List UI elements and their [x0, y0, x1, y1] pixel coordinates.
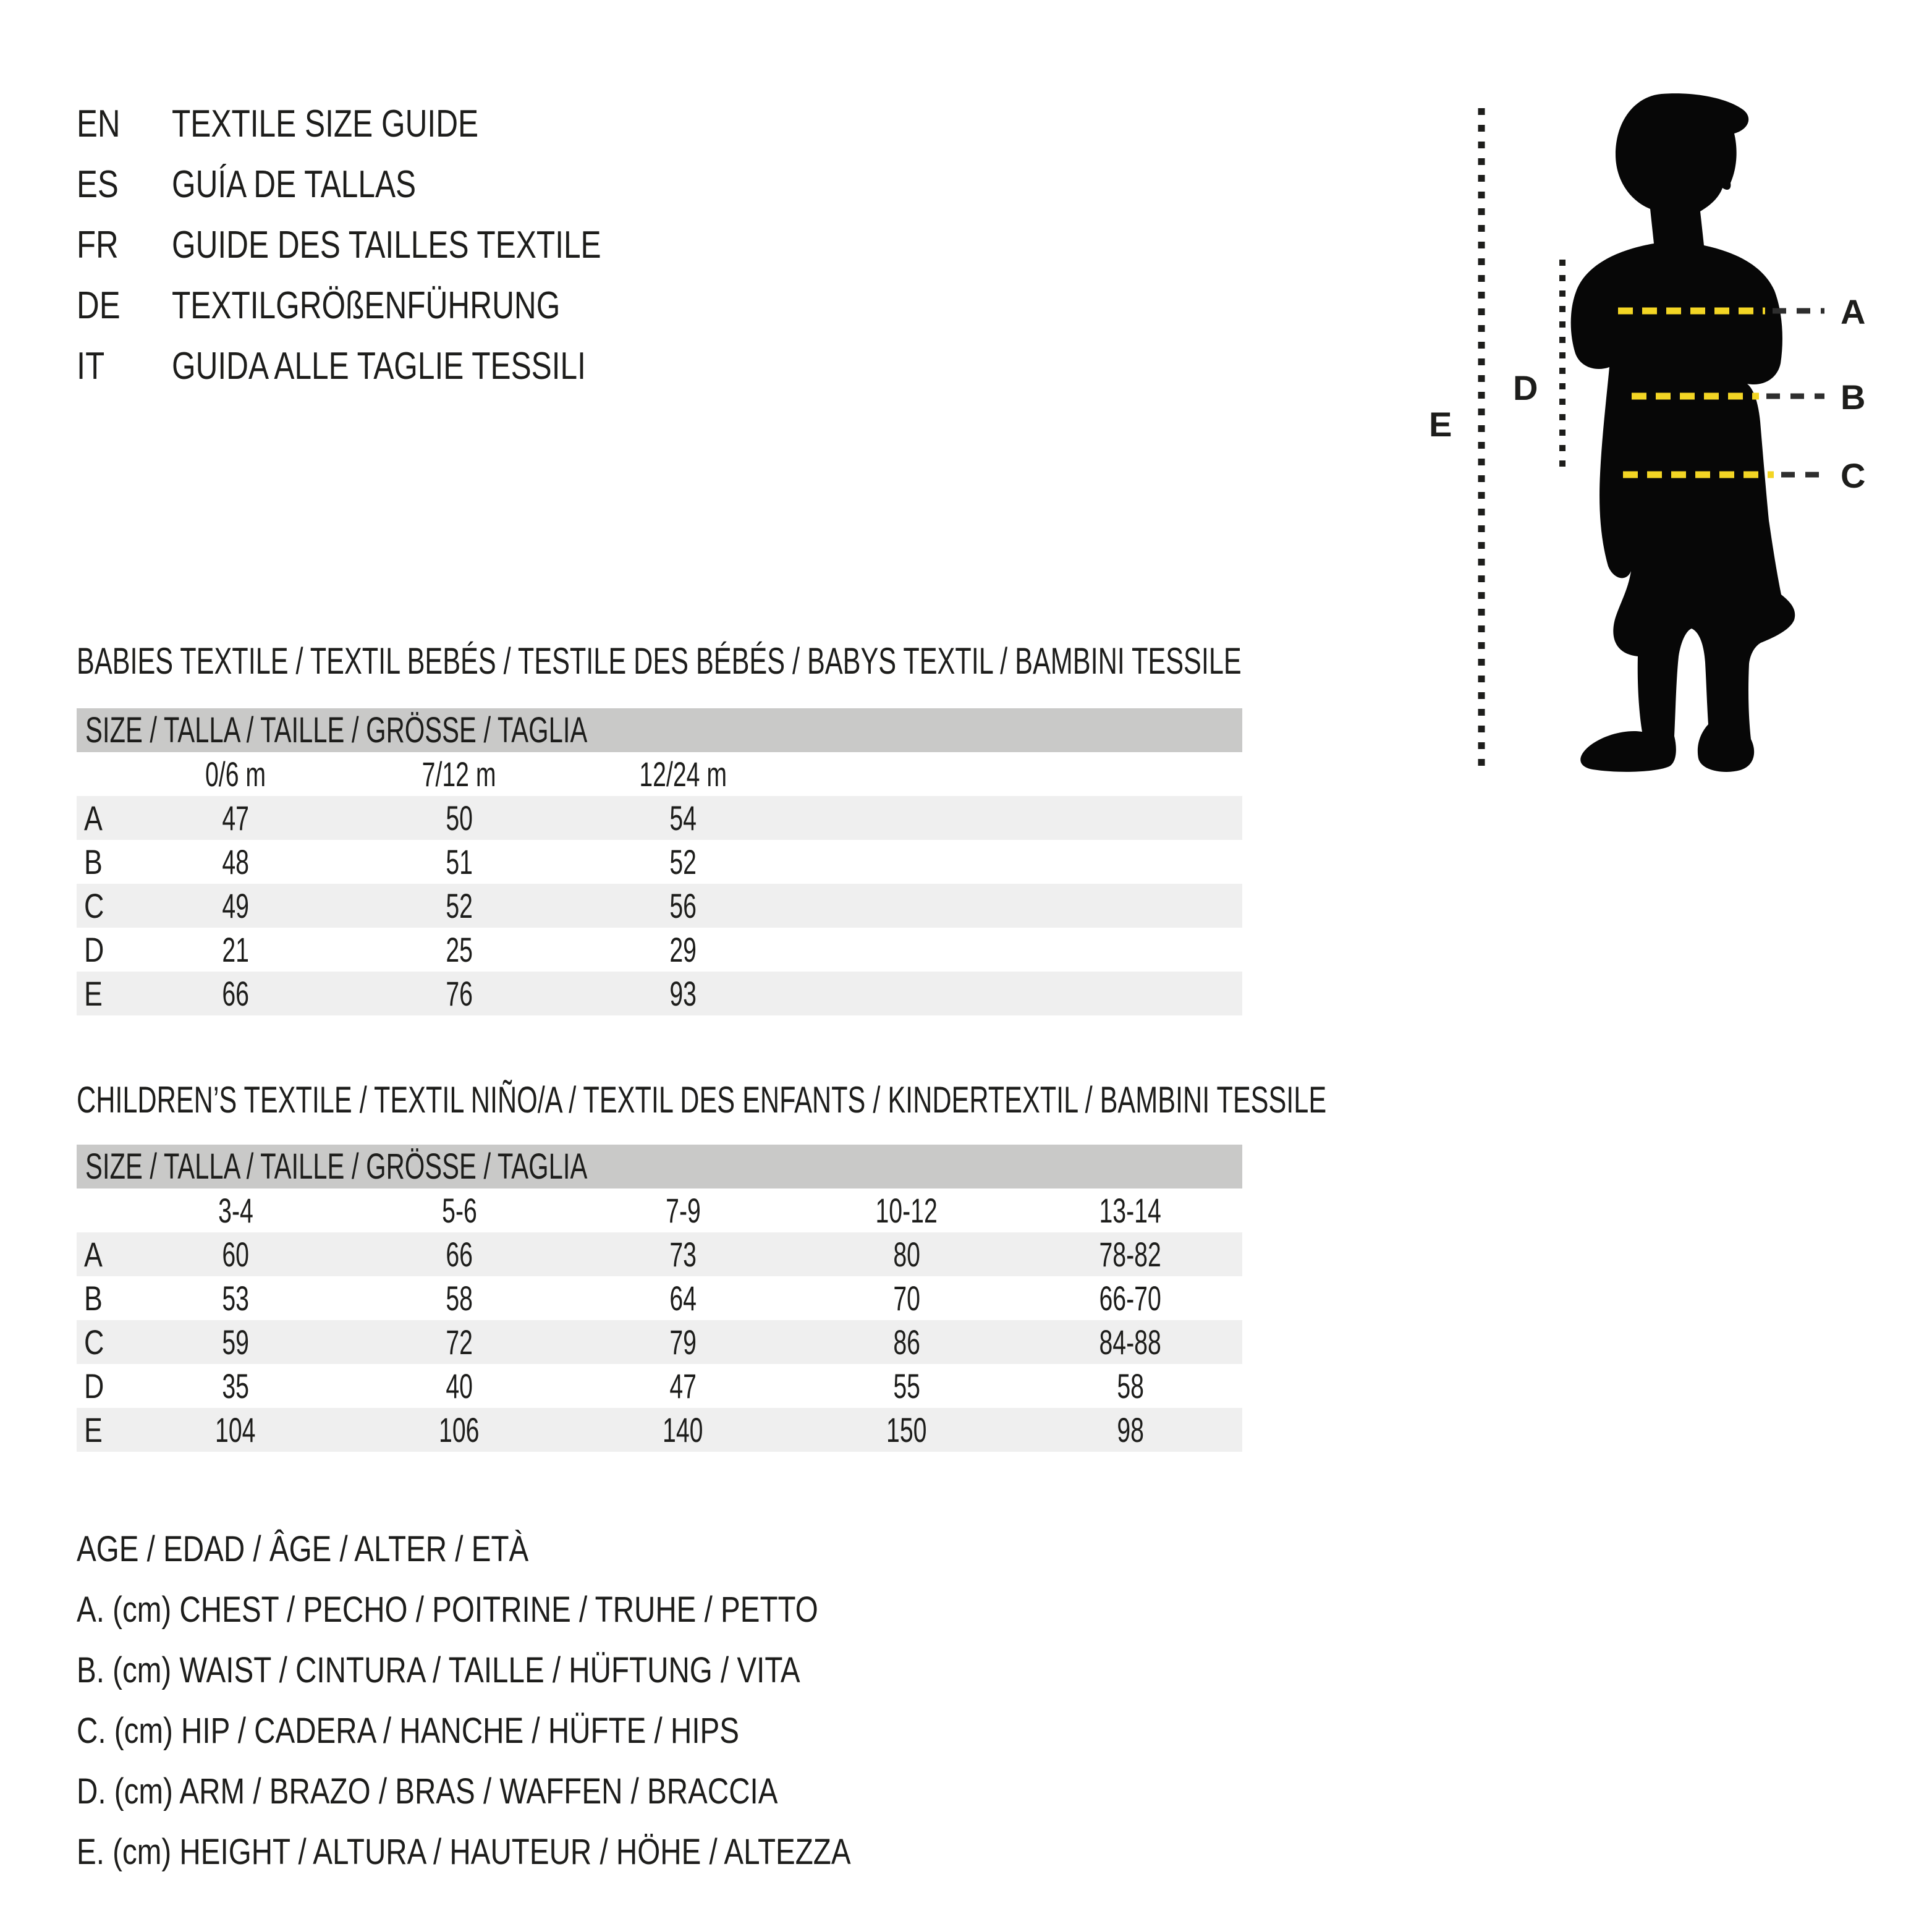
legend-item-waist: B. (cm) WAIST / CINTURA / TAILLE / HÜFTUNG / VITA: [77, 1650, 800, 1690]
babies-size-table: [77, 708, 1242, 1015]
table-row: [77, 796, 1242, 840]
size-header-label: SIZE / TALLA / TAILLE / GRÖSSE / TAGLIA: [85, 1146, 588, 1187]
column-header: 13-14: [1099, 1191, 1162, 1230]
cell-value: 72: [446, 1323, 473, 1362]
babies-column-header-row: [77, 752, 1242, 796]
column-header: 7-9: [665, 1191, 701, 1230]
cell-value: 84-88: [1099, 1323, 1162, 1362]
measurement-legend: [77, 1519, 1021, 1882]
child-silhouette: [1571, 93, 1795, 772]
children-section-heading: CHILDREN’S TEXTILE / TEXTIL NIÑO/A / TEXTIL DES ENFANTS / KINDERTEXTIL / BAMBINI TESSILE: [77, 1079, 1327, 1121]
cell-value: 66-70: [1099, 1279, 1162, 1318]
cell-value: 52: [446, 886, 473, 925]
cell-value: 64: [669, 1279, 697, 1318]
column-header: 12/24 m: [639, 755, 727, 794]
cell-value: 35: [222, 1366, 249, 1405]
cell-value: 73: [669, 1235, 697, 1274]
language-row-it: [77, 336, 708, 396]
row-label: B: [84, 1279, 103, 1318]
cell-value: 76: [446, 974, 473, 1013]
table-row: [77, 1232, 1242, 1276]
cell-value: 47: [669, 1366, 697, 1405]
row-label: D: [84, 930, 104, 969]
cell-value: 93: [669, 974, 697, 1013]
language-row-es: [77, 154, 708, 214]
legend-item-chest: A. (cm) CHEST / PECHO / POITRINE / TRUHE / PETTO: [77, 1589, 818, 1630]
cell-value: 48: [222, 842, 249, 881]
row-label: E: [84, 1410, 103, 1449]
table-row: [77, 884, 1242, 928]
cell-value: 59: [222, 1323, 249, 1362]
cell-value: 52: [669, 842, 697, 881]
column-header: 5-6: [441, 1191, 477, 1230]
legend-item-arm: D. (cm) ARM / BRAZO / BRAS / WAFFEN / BRACCIA: [77, 1771, 778, 1811]
language-title: GUIDE DES TAILLES TEXTILE: [172, 223, 601, 266]
row-label: A: [84, 1235, 103, 1274]
row-label: C: [84, 1323, 104, 1362]
cell-value: 70: [893, 1279, 920, 1318]
cell-value: 53: [222, 1279, 249, 1318]
table-row: [77, 972, 1242, 1015]
language-code: EN: [77, 102, 121, 145]
cell-value: 66: [222, 974, 249, 1013]
cell-value: 50: [446, 799, 473, 837]
table-row: [77, 928, 1242, 972]
cell-value: 140: [663, 1410, 703, 1449]
cell-value: 49: [222, 886, 249, 925]
cell-value: 54: [669, 799, 697, 837]
figure-label-b: B: [1841, 378, 1866, 417]
size-header-label: SIZE / TALLA / TAILLE / GRÖSSE / TAGLIA: [85, 710, 588, 750]
cell-value: 106: [439, 1410, 480, 1449]
language-row-fr: [77, 214, 708, 275]
table-row: [77, 840, 1242, 884]
cell-value: 79: [669, 1323, 697, 1362]
legend-age-line: AGE / EDAD / ÂGE / ALTER / ETÀ: [77, 1528, 529, 1569]
language-row-en: [77, 93, 708, 154]
cell-value: 104: [215, 1410, 256, 1449]
row-label: A: [84, 799, 103, 837]
language-title: GUÍA DE TALLAS: [172, 163, 417, 206]
language-code: IT: [77, 344, 105, 388]
row-label: E: [84, 974, 103, 1013]
cell-value: 51: [446, 842, 473, 881]
cell-value: 21: [222, 930, 249, 969]
child-measurement-figure: [1409, 49, 1932, 834]
language-title: GUIDA ALLE TAGLIE TESSILI: [172, 344, 586, 388]
language-code: ES: [77, 163, 119, 206]
language-row-de: [77, 275, 708, 336]
cell-value: 25: [446, 930, 473, 969]
table-row: [77, 1408, 1242, 1452]
column-header: 10-12: [875, 1191, 938, 1230]
cell-value: 58: [1117, 1366, 1144, 1405]
cell-value: 55: [893, 1366, 920, 1405]
cell-value: 29: [669, 930, 697, 969]
cell-value: 86: [893, 1323, 920, 1362]
language-code: FR: [77, 223, 119, 266]
cell-value: 78-82: [1099, 1235, 1162, 1274]
row-label: B: [84, 842, 103, 881]
babies-size-header-bar: [77, 708, 1242, 752]
cell-value: 150: [886, 1410, 927, 1449]
legend-item-height: E. (cm) HEIGHT / ALTURA / HAUTEUR / HÖHE / ALTEZZA: [77, 1831, 851, 1872]
children-column-header-row: [77, 1188, 1242, 1232]
cell-value: 80: [893, 1235, 920, 1274]
figure-label-d: D: [1513, 368, 1538, 407]
cell-value: 40: [446, 1366, 473, 1405]
cell-value: 98: [1117, 1410, 1144, 1449]
language-code: DE: [77, 284, 121, 327]
cell-value: 60: [222, 1235, 249, 1274]
table-row: [77, 1364, 1242, 1408]
column-header: 0/6 m: [205, 755, 266, 794]
figure-label-c: C: [1841, 456, 1866, 495]
children-size-header-bar: [77, 1145, 1242, 1188]
cell-value: 56: [669, 886, 697, 925]
legend-item-hip: C. (cm) HIP / CADERA / HANCHE / HÜFTE / HIPS: [77, 1710, 739, 1751]
language-list: [77, 93, 708, 396]
cell-value: 66: [446, 1235, 473, 1274]
figure-svg: [1409, 49, 1932, 834]
babies-section-heading: BABIES TEXTILE / TEXTIL BEBÉS / TESTILE DES BÉBÉS / BABYS TEXTIL / BAMBINI TESSILE: [77, 640, 1242, 682]
figure-label-e: E: [1429, 405, 1452, 444]
column-header: 3-4: [218, 1191, 253, 1230]
table-row: [77, 1320, 1242, 1364]
row-label: D: [84, 1366, 104, 1405]
cell-value: 47: [222, 799, 249, 837]
figure-label-a: A: [1841, 292, 1866, 331]
language-title: TEXTILGRÖßENFÜHRUNG: [172, 284, 561, 327]
column-header: 7/12 m: [422, 755, 496, 794]
children-size-table: [77, 1145, 1242, 1452]
cell-value: 58: [446, 1279, 473, 1318]
table-row: [77, 1276, 1242, 1320]
row-label: C: [84, 886, 104, 925]
language-title: TEXTILE SIZE GUIDE: [172, 102, 479, 145]
